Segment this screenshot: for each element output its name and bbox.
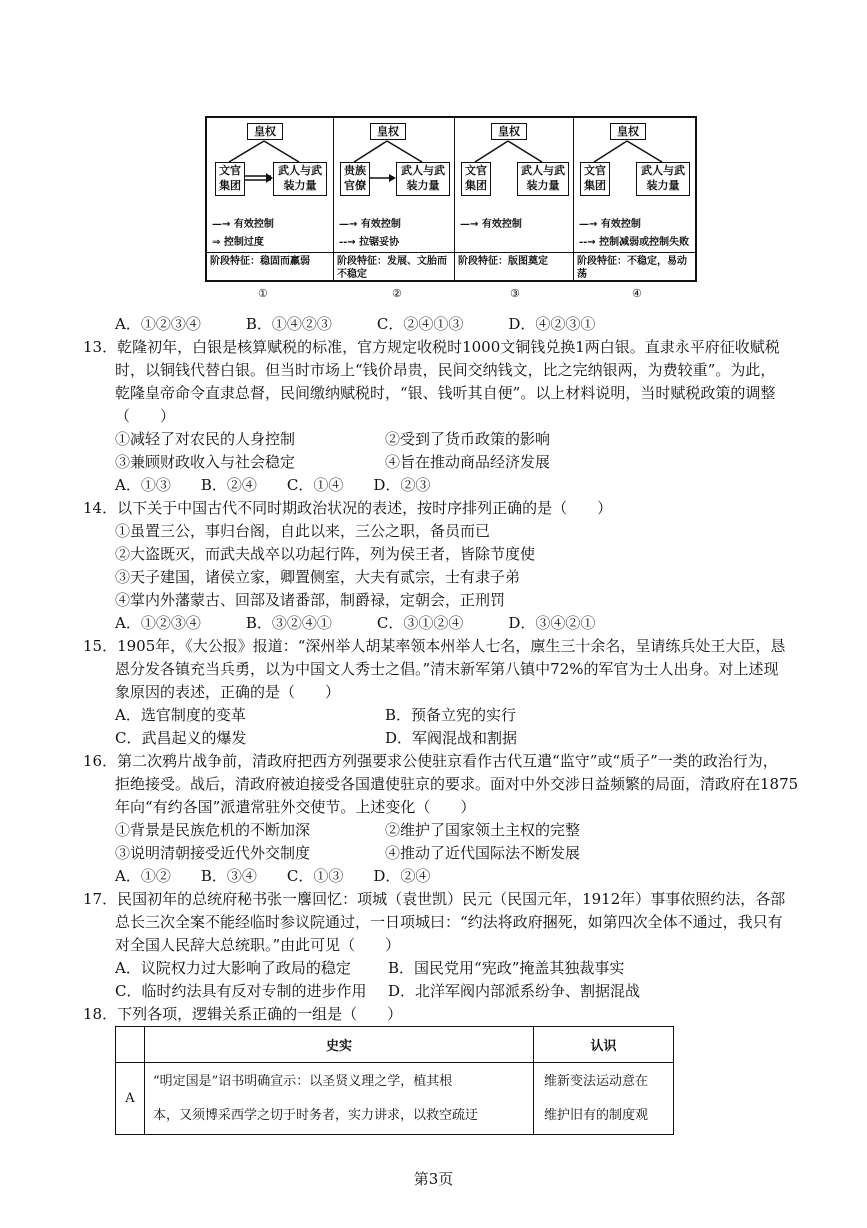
panel-2-right-box: 武人与武 装力量 — [396, 162, 450, 196]
diagram-label-3: ③ — [510, 287, 520, 300]
text-line: A．①② B．③④ C．①③ D．②④ — [115, 867, 431, 885]
panel-2-legend-2: --→ 拉锯妥协 — [339, 237, 400, 248]
panel-1-top-box: 皇权 — [247, 123, 283, 140]
panel-3-arrows — [455, 118, 574, 208]
panel-3-right-box: 武人与武 装力量 — [517, 162, 569, 196]
view-line-2: 维护旧有的制度观 — [544, 1107, 649, 1123]
fact-line-2: 本，又须博采西学之切于时务者，实力讲求，以救空疏迂 — [153, 1107, 479, 1123]
panel-2-top-box: 皇权 — [370, 123, 406, 140]
text-line: 13．乾隆初年，白银是核算赋税的标准，官方规定收税时1000文铜钱兑换1两白银。直隶永平府征收赋税 — [83, 338, 780, 356]
text-line: A．①②③④ B．③②④① C．③①②④ D．③④②① — [115, 614, 596, 632]
view-line-1: 维新变法运动意在 — [544, 1073, 649, 1089]
panel-1-legend-2: ⇒ 控制过度 — [212, 237, 264, 248]
text-line: ③天子建国，诸侯立家，卿置侧室，大夫有贰宗，士有隶子弟 — [115, 568, 521, 586]
fact-line-1: “明定国是”诏书明确宣示：以圣贤义理之学，植其根 — [153, 1073, 453, 1089]
text-line: 对全国人民辞大总统职。”由此可见（ ） — [115, 936, 401, 954]
text-line: 14．以下关于中国古代不同时期政治状况的表述，按时序排列正确的是（ ） — [83, 499, 613, 517]
diagram-panel-4 — [574, 118, 695, 280]
text-line: 乾隆皇帝命令直隶总督，民间缴纳赋税时，“银、钱听其自便”。以上材料说明，当时赋税政策的调整 — [115, 384, 776, 402]
text-line: 16．第二次鸦片战争前，清政府把西方列强要求公使驻京看作古代互遣“监守”或“质子”一类的政治行为， — [83, 752, 778, 770]
diagram-panel-2 — [334, 118, 455, 280]
panel-1-arrows — [207, 118, 334, 208]
text-line: D．军阀混战和割据 — [385, 729, 518, 747]
text-line: 18．下列各项，逻辑关系正确的一组是（ ） — [83, 1005, 403, 1023]
panel-3-top-box: 皇权 — [491, 123, 527, 140]
text-line: ②受到了货币政策的影响 — [385, 430, 551, 448]
panel-1-stage: 阶段特征：稳固而羸弱 — [207, 252, 333, 280]
text-line: A．①③ B．②④ C．①④ D．②③ — [115, 476, 431, 494]
panel-3-legend-1: —→ 有效控制 — [460, 219, 522, 230]
text-line: ①虽置三公，事归台阁，自此以来，三公之职，备员而已 — [115, 522, 491, 540]
political-structure-diagram — [205, 116, 697, 282]
panel-3-left-box: 文官 集团 — [461, 162, 491, 196]
text-line: 拒绝接受。战后，清政府被迫接受各国遣使驻京的要求。面对中外交涉日益频繁的局面，清政府在1875 — [115, 775, 799, 793]
text-line: 15．1905年，《大公报》报道：“深州举人胡某率领本州举人七名，廪生三十余名，呈请练兵处王大臣，恳 — [83, 637, 786, 655]
text-line: A．选官制度的变革 — [115, 706, 246, 724]
panel-1-left-box: 文官 集团 — [215, 162, 245, 196]
text-line: D．北洋军阀内部派系纷争、割据混战 — [388, 982, 641, 1000]
panel-2-stage: 阶段特征：发展、文胎而不稳定 — [334, 252, 454, 280]
table-cell-fact — [145, 1063, 534, 1135]
diagram-panel-3 — [455, 118, 574, 280]
panel-2-left-box: 贵族 官僚 — [340, 162, 370, 196]
text-line: ②维护了国家领土主权的完整 — [385, 821, 581, 839]
panel-4-stage: 阶段特征：不稳定，易动荡 — [574, 252, 695, 280]
panel-4-legend-2: --→ 控制减弱或控制失败 — [579, 237, 690, 248]
table-corner-cell — [116, 1027, 145, 1063]
diagram-panel-1 — [207, 118, 334, 280]
panel-4-legend-1: —→ 有效控制 — [579, 219, 641, 230]
text-line: 时，以铜钱代替白银。但当时市场上“钱价昂贵，民间交纳钱文，比之完纳银两，为费较重”。为此， — [115, 361, 776, 379]
text-line: ②大盗既灭，而武夫战卒以功起行阵，列为侯王者，皆除节度使 — [115, 545, 536, 563]
panel-2-arrows — [334, 118, 455, 208]
text-line: A．①②③④ B．①④②③ C．②④①③ D．④②③① — [115, 315, 596, 333]
text-line: ①减轻了对农民的人身控制 — [115, 430, 296, 448]
panel-3-stage: 阶段特征：版图奠定 — [455, 252, 573, 280]
panel-2-legend-1: —→ 有效控制 — [339, 219, 401, 230]
panel-4-arrows — [574, 118, 695, 208]
text-line: （ ） — [115, 407, 176, 425]
text-line: 17．民国初年的总统府秘书张一麐回忆：项城（袁世凯）民元（民国元年，1912年）事事依照约法，各部 — [83, 890, 786, 908]
text-line: C．临时约法具有反对专制的进步作用 — [115, 982, 367, 1000]
text-line: B．预备立宪的实行 — [385, 706, 517, 724]
page-number: 第3页 — [413, 1170, 454, 1188]
text-line: 恩分发各镇充当兵勇，以为中国文人秀士之倡。”清末新军第八镇中72%的军官为士人出身。对上述现 — [115, 660, 779, 678]
panel-4-left-box: 文官 集团 — [580, 162, 610, 196]
panel-1-right-box: 武人与武 装力量 — [273, 162, 327, 196]
table-header-view: 认识 — [534, 1027, 674, 1063]
text-line: A．议院权力过大影响了政局的稳定 — [115, 959, 351, 977]
text-line: B．国民党用“宪政”掩盖其独裁事实 — [388, 959, 625, 977]
diagram-label-2: ② — [392, 287, 402, 300]
table-row-label: A — [116, 1063, 145, 1135]
text-line: ③兼顾财政收入与社会稳定 — [115, 453, 296, 471]
panel-4-top-box: 皇权 — [610, 123, 646, 140]
table-cell-view — [534, 1063, 674, 1135]
diagram-label-4: ④ — [632, 287, 642, 300]
text-line: ④推动了近代国际法不断发展 — [385, 844, 581, 862]
diagram-label-1: ① — [258, 287, 268, 300]
text-line: 象原因的表述，正确的是（ ） — [115, 683, 341, 701]
history-table — [115, 1026, 674, 1135]
text-line: ④旨在推动商品经济发展 — [385, 453, 551, 471]
panel-4-right-box: 武人与武 装力量 — [636, 162, 690, 196]
table-header-fact: 史实 — [145, 1027, 534, 1063]
panel-1-legend-1: —→ 有效控制 — [212, 219, 274, 230]
text-line: 年向“有约各国”派遣常驻外交使节。上述变化（ ） — [115, 798, 476, 816]
text-line: ③说明清朝接受近代外交制度 — [115, 844, 311, 862]
text-line: ④掌内外藩蒙古、回部及诸番部，制爵禄，定朝会，正刑罚 — [115, 591, 506, 609]
text-line: 总长三次全案不能经临时参议院通过，一日项城曰：“约法将政府捆死，如第四次全体不通过，我只有 — [115, 913, 783, 931]
text-line: C．武昌起义的爆发 — [115, 729, 247, 747]
text-line: ①背景是民族危机的不断加深 — [115, 821, 311, 839]
